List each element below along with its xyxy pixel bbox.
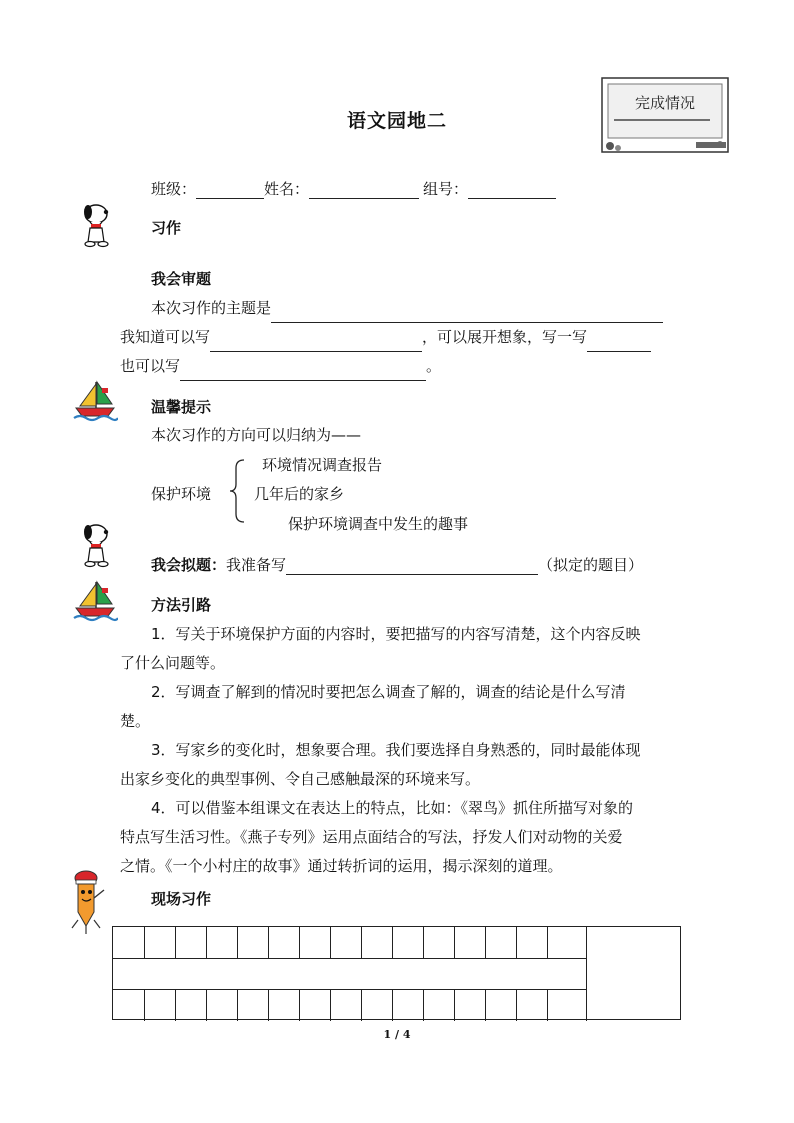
- group-blank[interactable]: [468, 182, 556, 199]
- tips-branch-3: 保护环境调查中发生的趣事: [288, 515, 469, 533]
- method-1-line-2: 了什么问题等。: [120, 654, 226, 672]
- review-text-2a: 我知道可以写: [120, 328, 211, 346]
- review-line-3: [120, 352, 441, 381]
- review-text-2b: ，可以展开想象，写一写: [422, 328, 588, 346]
- name-blank[interactable]: [309, 182, 419, 199]
- method-3-line-1: 3．写家乡的变化时，想象要合理。我们要选择自身熟悉的，同时最能体现: [151, 741, 641, 759]
- section-draft-title: 我会拟题: [151, 556, 212, 574]
- review-text-3a: 也可以写: [120, 357, 181, 375]
- section-method: 方法引路: [151, 596, 212, 614]
- page-number: 1 / 4: [383, 1028, 411, 1041]
- review-line-1: [151, 294, 663, 323]
- group-label: 组号：: [423, 180, 469, 198]
- method-4-line-3: 之情。《一个小村庄的故事》通过转折词的运用，揭示深刻的道理。: [120, 857, 563, 875]
- method-3-line-2: 出家乡变化的典型事例、令自己感触最深的环境来写。: [120, 770, 481, 788]
- class-blank[interactable]: [196, 182, 264, 199]
- method-2-line-2: 楚。: [120, 712, 151, 730]
- draft-title-blank[interactable]: [286, 558, 538, 575]
- name-label: 姓名：: [264, 180, 310, 198]
- section-review: 我会审题: [151, 270, 212, 288]
- tips-root: 保护环境: [151, 485, 212, 503]
- method-4-line-1: 4．可以借鉴本组课文在表达上的特点，比如：《翠鸟》抓住所描写对象的: [151, 799, 634, 817]
- sailboat-icon: [72, 578, 118, 622]
- section-tips: 温馨提示: [151, 398, 212, 416]
- tips-branch-2: 几年后的家乡: [254, 485, 345, 503]
- draft-text: 我准备写: [226, 556, 287, 574]
- review-text-1: 本次习作的主题是: [151, 299, 272, 317]
- pencil-mascot-icon: [70, 868, 110, 938]
- section-writing: 习作: [151, 219, 182, 237]
- writing-grid[interactable]: [112, 926, 681, 1020]
- method-1-line-1: 1．写关于环境保护方面的内容时，要把描写的内容写清楚，这个内容反映: [151, 625, 641, 643]
- review-line-2: [120, 323, 651, 352]
- tips-branch-1: 环境情况调查报告: [262, 456, 383, 474]
- method-4-line-2: 特点写生活习性。《燕子专列》运用点面结合的写法，抒发人们对动物的关爱: [120, 828, 623, 846]
- snoopy-icon: [76, 200, 118, 248]
- method-list: [120, 620, 680, 881]
- draft-suffix: （拟定的题目）: [538, 556, 644, 574]
- completion-badge: [600, 76, 730, 154]
- snoopy-icon: [76, 520, 118, 568]
- section-live: 现场习作: [151, 890, 212, 908]
- imagine-blank[interactable]: [587, 335, 651, 352]
- can-write-blank[interactable]: [210, 335, 422, 352]
- class-label: 班级：: [151, 180, 197, 198]
- draft-colon: ：: [211, 556, 227, 574]
- tips-intro: 本次习作的方向可以归纳为——: [151, 426, 362, 444]
- method-2-line-1: 2．写调查了解到的情况时要把怎么调查了解的，调查的结论是什么写清: [151, 683, 626, 701]
- draft-title-line: [151, 554, 643, 575]
- theme-blank[interactable]: [271, 306, 663, 323]
- student-info: [151, 178, 556, 199]
- badge-text: 完成情况: [634, 94, 696, 112]
- also-write-blank[interactable]: [180, 364, 426, 381]
- brace-icon: [228, 458, 248, 524]
- review-text-3b: 。: [426, 357, 442, 375]
- sailboat-icon: [72, 378, 118, 422]
- page-title: 语文园地二: [346, 110, 447, 132]
